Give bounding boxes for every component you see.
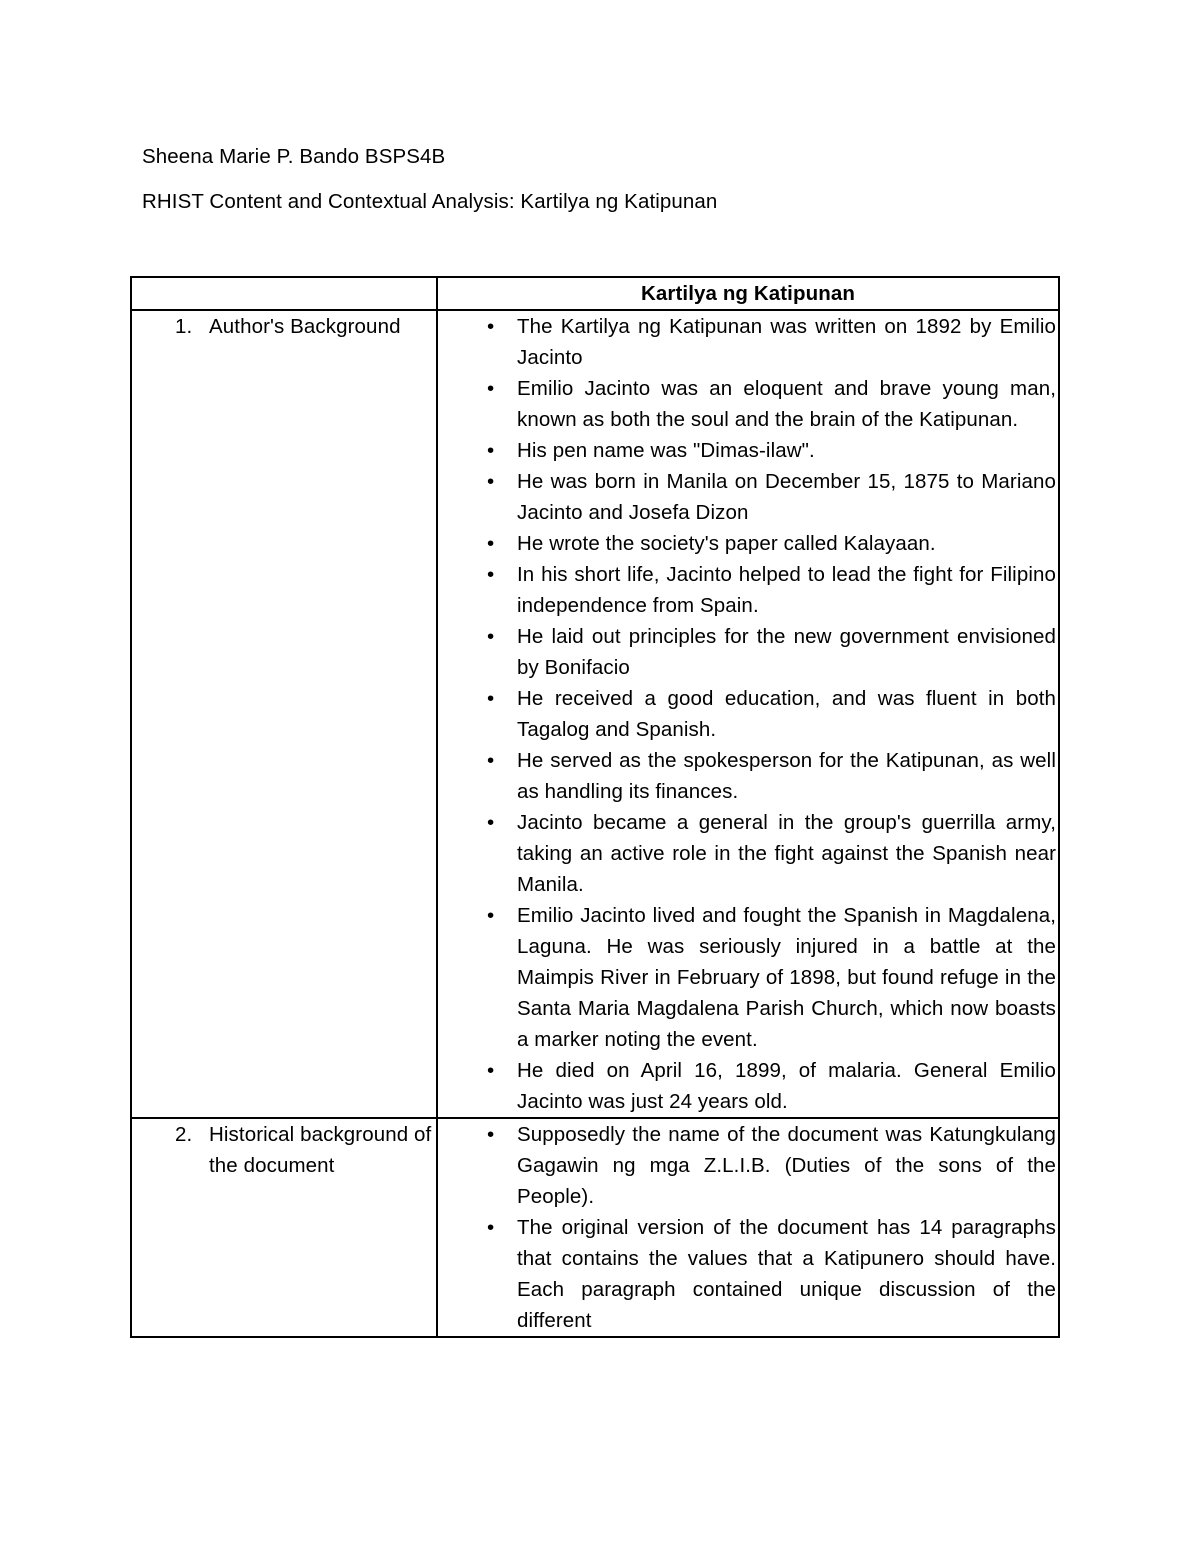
list-item: [487, 807, 1056, 900]
bullet-icon: •: [487, 563, 495, 586]
bullet-icon: •: [487, 687, 495, 710]
bullet-icon: •: [487, 625, 495, 648]
list-item: [487, 745, 1056, 807]
row-number-1: 1.: [175, 315, 193, 338]
list-item: [487, 1055, 1056, 1117]
bullet-text: Emilio Jacinto lived and fought the Spanish in Magdalena, Laguna. He was seriously injured in a battle at the Maimpis River in February of 1898, but found refuge in the Santa Maria Magdalena Parish Church, which now boasts a marker noting the event.: [517, 904, 1056, 1051]
bullet-icon: •: [487, 749, 495, 772]
bullet-text: Supposedly the name of the document was Katungkulang Gagawin ng mga Z.L.I.B. (Duties of the sons of the People).: [517, 1123, 1056, 1208]
bullet-text: He wrote the society's paper called Kalayaan.: [517, 532, 936, 555]
list-item: [487, 311, 1056, 373]
bullet-text: He died on April 16, 1899, of malaria. General Emilio Jacinto was just 24 years old.: [517, 1059, 1056, 1113]
table-header-left: [131, 277, 437, 310]
table-row: [131, 310, 1059, 1118]
bullet-list-1: [438, 311, 1058, 1117]
row-label-cell-2: [131, 1118, 437, 1337]
table-header-right: Kartilya ng Katipunan: [437, 277, 1059, 310]
author-byline: Sheena Marie P. Bando BSPS4B: [142, 145, 446, 168]
table-row: [131, 1118, 1059, 1337]
bullet-icon: •: [487, 439, 495, 462]
bullet-text: He was born in Manila on December 15, 1875 to Mariano Jacinto and Josefa Dizon: [517, 470, 1056, 524]
bullet-icon: •: [487, 377, 495, 400]
row-number-list-1: [132, 311, 436, 342]
list-item: [487, 373, 1056, 435]
document-header: [142, 134, 1062, 224]
bullet-text: The original version of the document has 14 paragraphs that contains the values that a Katipunero should have. Each paragraph contained unique discussion of the different: [517, 1216, 1056, 1332]
bullet-icon: •: [487, 470, 495, 493]
list-item: [487, 466, 1056, 528]
bullet-text: Jacinto became a general in the group's guerrilla army, taking an active role in the fight against the Spanish near Manila.: [517, 811, 1056, 896]
row-label-2: Historical background of the document: [209, 1123, 432, 1177]
bullet-text: In his short life, Jacinto helped to lead the fight for Filipino independence from Spain.: [517, 563, 1056, 617]
bullet-text: He laid out principles for the new government envisioned by Bonifacio: [517, 625, 1056, 679]
list-item: [487, 683, 1056, 745]
bullet-text: He received a good education, and was fluent in both Tagalog and Spanish.: [517, 687, 1056, 741]
list-item: [487, 1119, 1056, 1212]
row-label-1: Author's Background: [209, 315, 401, 338]
list-item: [487, 559, 1056, 621]
bullet-icon: •: [487, 1123, 495, 1146]
row-label-cell-1: [131, 310, 437, 1118]
row-content-cell-2: [437, 1118, 1059, 1337]
row-number-list-2: [132, 1119, 436, 1181]
bullet-icon: •: [487, 904, 495, 927]
bullet-text: The Kartilya ng Katipunan was written on 1892 by Emilio Jacinto: [517, 315, 1056, 369]
list-item: [487, 1212, 1056, 1336]
bullet-icon: •: [487, 532, 495, 555]
table-header-row: [131, 277, 1059, 310]
list-item: [175, 1119, 436, 1181]
bullet-list-2: [438, 1119, 1058, 1336]
list-item: [175, 311, 436, 342]
bullet-text: He served as the spokesperson for the Katipunan, as well as handling its finances.: [517, 749, 1056, 803]
bullet-icon: •: [487, 1216, 495, 1239]
bullet-icon: •: [487, 315, 495, 338]
list-item: [487, 528, 1056, 559]
bullet-text: His pen name was "Dimas-ilaw".: [517, 439, 815, 462]
list-item: [487, 435, 1056, 466]
analysis-table: [130, 276, 1060, 1338]
row-content-cell-1: [437, 310, 1059, 1118]
bullet-icon: •: [487, 811, 495, 834]
bullet-icon: •: [487, 1059, 495, 1082]
bullet-text: Emilio Jacinto was an eloquent and brave young man, known as both the soul and the brain of the Katipunan.: [517, 377, 1056, 431]
list-item: [487, 900, 1056, 1055]
document-title: RHIST Content and Contextual Analysis: Kartilya ng Katipunan: [142, 190, 718, 213]
row-number-2: 2.: [175, 1123, 193, 1146]
list-item: [487, 621, 1056, 683]
